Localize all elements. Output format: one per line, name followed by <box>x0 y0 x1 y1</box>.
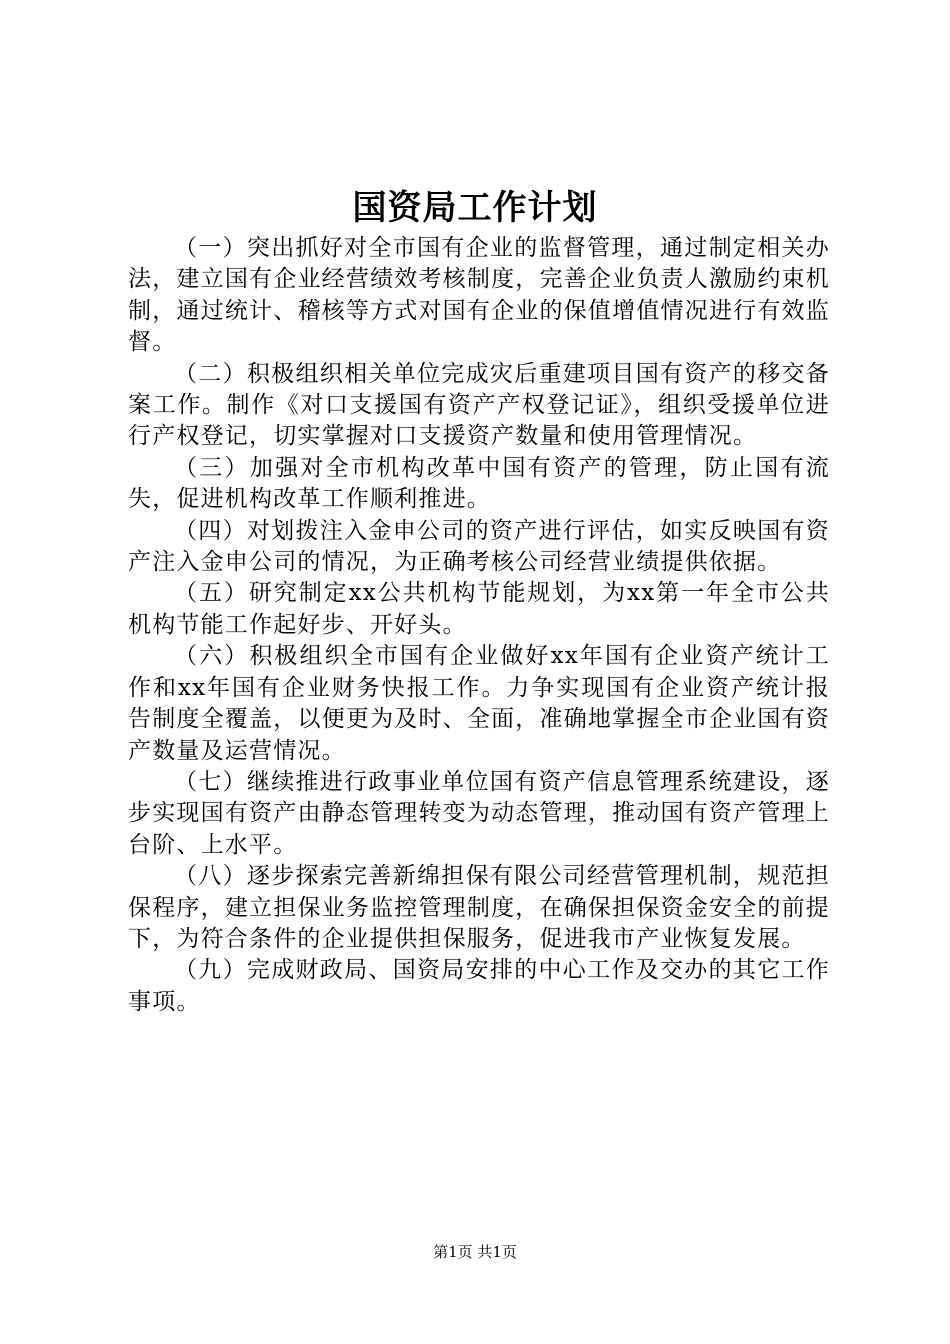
document-title: 国资局工作计划 <box>352 188 598 228</box>
paragraph-3: （三）加强对全市机构改革中国有资产的管理，防止国有流失，促进机构改革工作顺利推进。 <box>128 454 830 513</box>
paragraph-9: （九）完成财政局、国资局安排的中心工作及交办的其它工作事项。 <box>128 957 830 1015</box>
paragraph-2: （二）积极组织相关单位完成灾后重建项目国有资产的移交备案工作。制作《对口支援国有资产产权登记证》，组织受援单位进行产权登记，切实掌握对口支援资产数量和使用管理情况。 <box>128 360 830 450</box>
paragraph-1: （一）突出抓好对全市国有企业的监督管理，通过制定相关办法，建立国有企业经营绩效考核制度，完善企业负责人激励约束机制，通过统计、稽核等方式对国有企业的保值增值情况进行有效监督。 <box>128 235 830 356</box>
paragraph-6: （六）积极组织全市国有企业做好xx年国有企业资产统计工作和xx年国有企业财务快报工作。力争实现国有企业资产统计报告制度全覆盖，以便更为及时、全面，准确地掌握全市企业国有资产数量及运营情况。 <box>128 643 830 764</box>
page-footer: 第1页 共1页 <box>433 1243 517 1261</box>
paragraph-8: （八）逐步探索完善新绵担保有限公司经营管理机制，规范担保程序，建立担保业务监控管理制度，在确保担保资金安全的前提下，为符合条件的企业提供担保服务，促进我市产业恢复发展。 <box>128 863 830 952</box>
paragraph-4: （四）对划拨注入金申公司的资产进行评估，如实反映国有资产注入金申公司的情况，为正确考核公司经营业绩提供依据。 <box>128 517 830 576</box>
document-body <box>128 233 830 1018</box>
paragraph-7: （七）继续推进行政事业单位国有资产信息管理系统建设，逐步实现国有资产由静态管理转变为动态管理，推动国有资产管理上台阶、上水平。 <box>128 768 830 858</box>
paragraph-5: （五）研究制定xx公共机构节能规划，为xx第一年全市公共机构节能工作起好步、开好头。 <box>128 580 830 638</box>
